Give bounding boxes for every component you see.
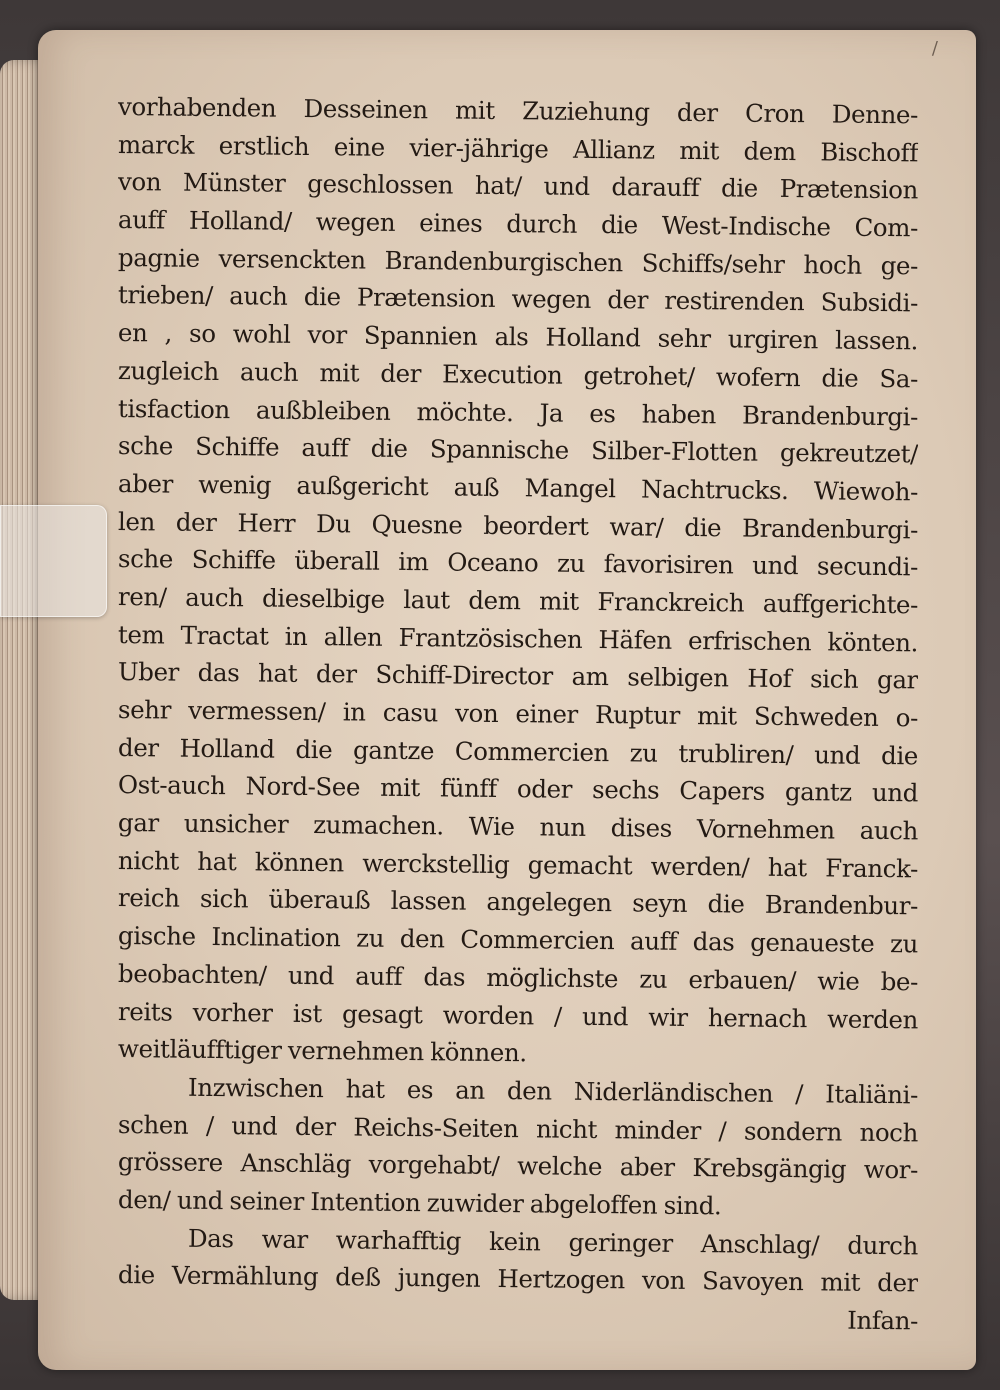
text-line: beobachten/ und auff das möglichste zu erbauen/ wie be- [117, 958, 919, 997]
text-line: nicht hat können werckstellig gemacht werden/ hat Franck- [117, 845, 919, 884]
text-line: aber wenig außgericht auß Mangel Nachtrucks. Wiewoh- [117, 468, 919, 507]
text-line: en , so wohl vor Spannien als Holland sehr urgiren lassen. [117, 318, 919, 356]
text-line: tem Tractat in allen Frantzösischen Häfen erfrischen könten. [117, 619, 919, 658]
catchword: Infan- [847, 1305, 919, 1336]
text-line: reits vorher ist gesagt worden / und wir hernach werden [117, 996, 919, 1034]
text-line: grössere Anschläg vorgehabt/ welche aber Krebsgängig wor- [117, 1147, 919, 1185]
text-line: vorhabenden Desseinen mit Zuziehung der Cron Denne- [117, 92, 919, 130]
text-line: trieben/ auch die Prætension wegen der restirenden Subsidi- [117, 280, 919, 318]
text-line: die Vermählung deß jungen Hertzogen von Savoyen mit der [117, 1260, 919, 1298]
text-line: der Holland die gantze Commercien zu trubliren/ und die [117, 732, 919, 771]
text-line: gische Inclination zu den Commercien auff das genaueste zu [117, 921, 919, 959]
text-line: marck erstlich eine vier-jährige Allianz mit dem Bischoff [117, 129, 919, 168]
text-line: weitläufftiger vernehmen können. [117, 1034, 527, 1068]
text-line: len der Herr Du Quesne beordert war/ die Brandenburgi- [117, 506, 919, 544]
text-line: Ost-auch Nord-See mit fünff oder sechs Capers gantz und [117, 770, 919, 808]
text-line: Uber das hat der Schiff-Director am selbigen Hof sich gar [117, 657, 919, 695]
text-line: von Münster geschlossen hat/ und darauff die Prætension [117, 167, 919, 205]
page-clip [0, 505, 107, 617]
text-line: auff Holland/ wegen eines durch die West-Indische Com- [117, 205, 919, 243]
text-line: schen / und der Reichs-Seiten nicht minder / sondern noch [117, 1109, 919, 1147]
paragraph-start-line: Inzwischen hat es an den Niderländischen / Italiäni- [187, 1072, 919, 1110]
text-line: sehr vermessen/ in casu von einer Ruptur mit Schweden o- [117, 695, 919, 733]
text-block [117, 88, 919, 1336]
text-line: gar unsicher zumachen. Wie nun dises Vornehmen auch [117, 808, 919, 846]
page-corner-mark: / [931, 38, 938, 59]
text-line: tisfaction außbleiben möchte. Ja es haben Brandenburgi- [117, 393, 919, 431]
text-line: reich sich überauß lassen angelegen seyn die Brandenbur- [117, 883, 919, 921]
text-line: pagnie versenckten Brandenburgischen Schiffs/sehr hoch ge- [117, 242, 919, 281]
text-line: zugleich auch mit der Execution getrohet/ wofern die Sa- [117, 355, 919, 394]
text-line: den/ und seiner Intention zuwider abgeloffen sind. [117, 1184, 722, 1221]
text-line: ren/ auch dieselbige laut dem mit Franckreich auffgerichte- [117, 581, 919, 620]
text-line: sche Schiffe überall im Oceano zu favorisiren und secundi- [117, 544, 919, 582]
paragraph-start-line: Das war warhafftig kein geringer Anschlag/ durch [187, 1223, 919, 1261]
text-line: sche Schiffe auff die Spannische Silber-Flotten gekreutzet/ [117, 431, 919, 469]
